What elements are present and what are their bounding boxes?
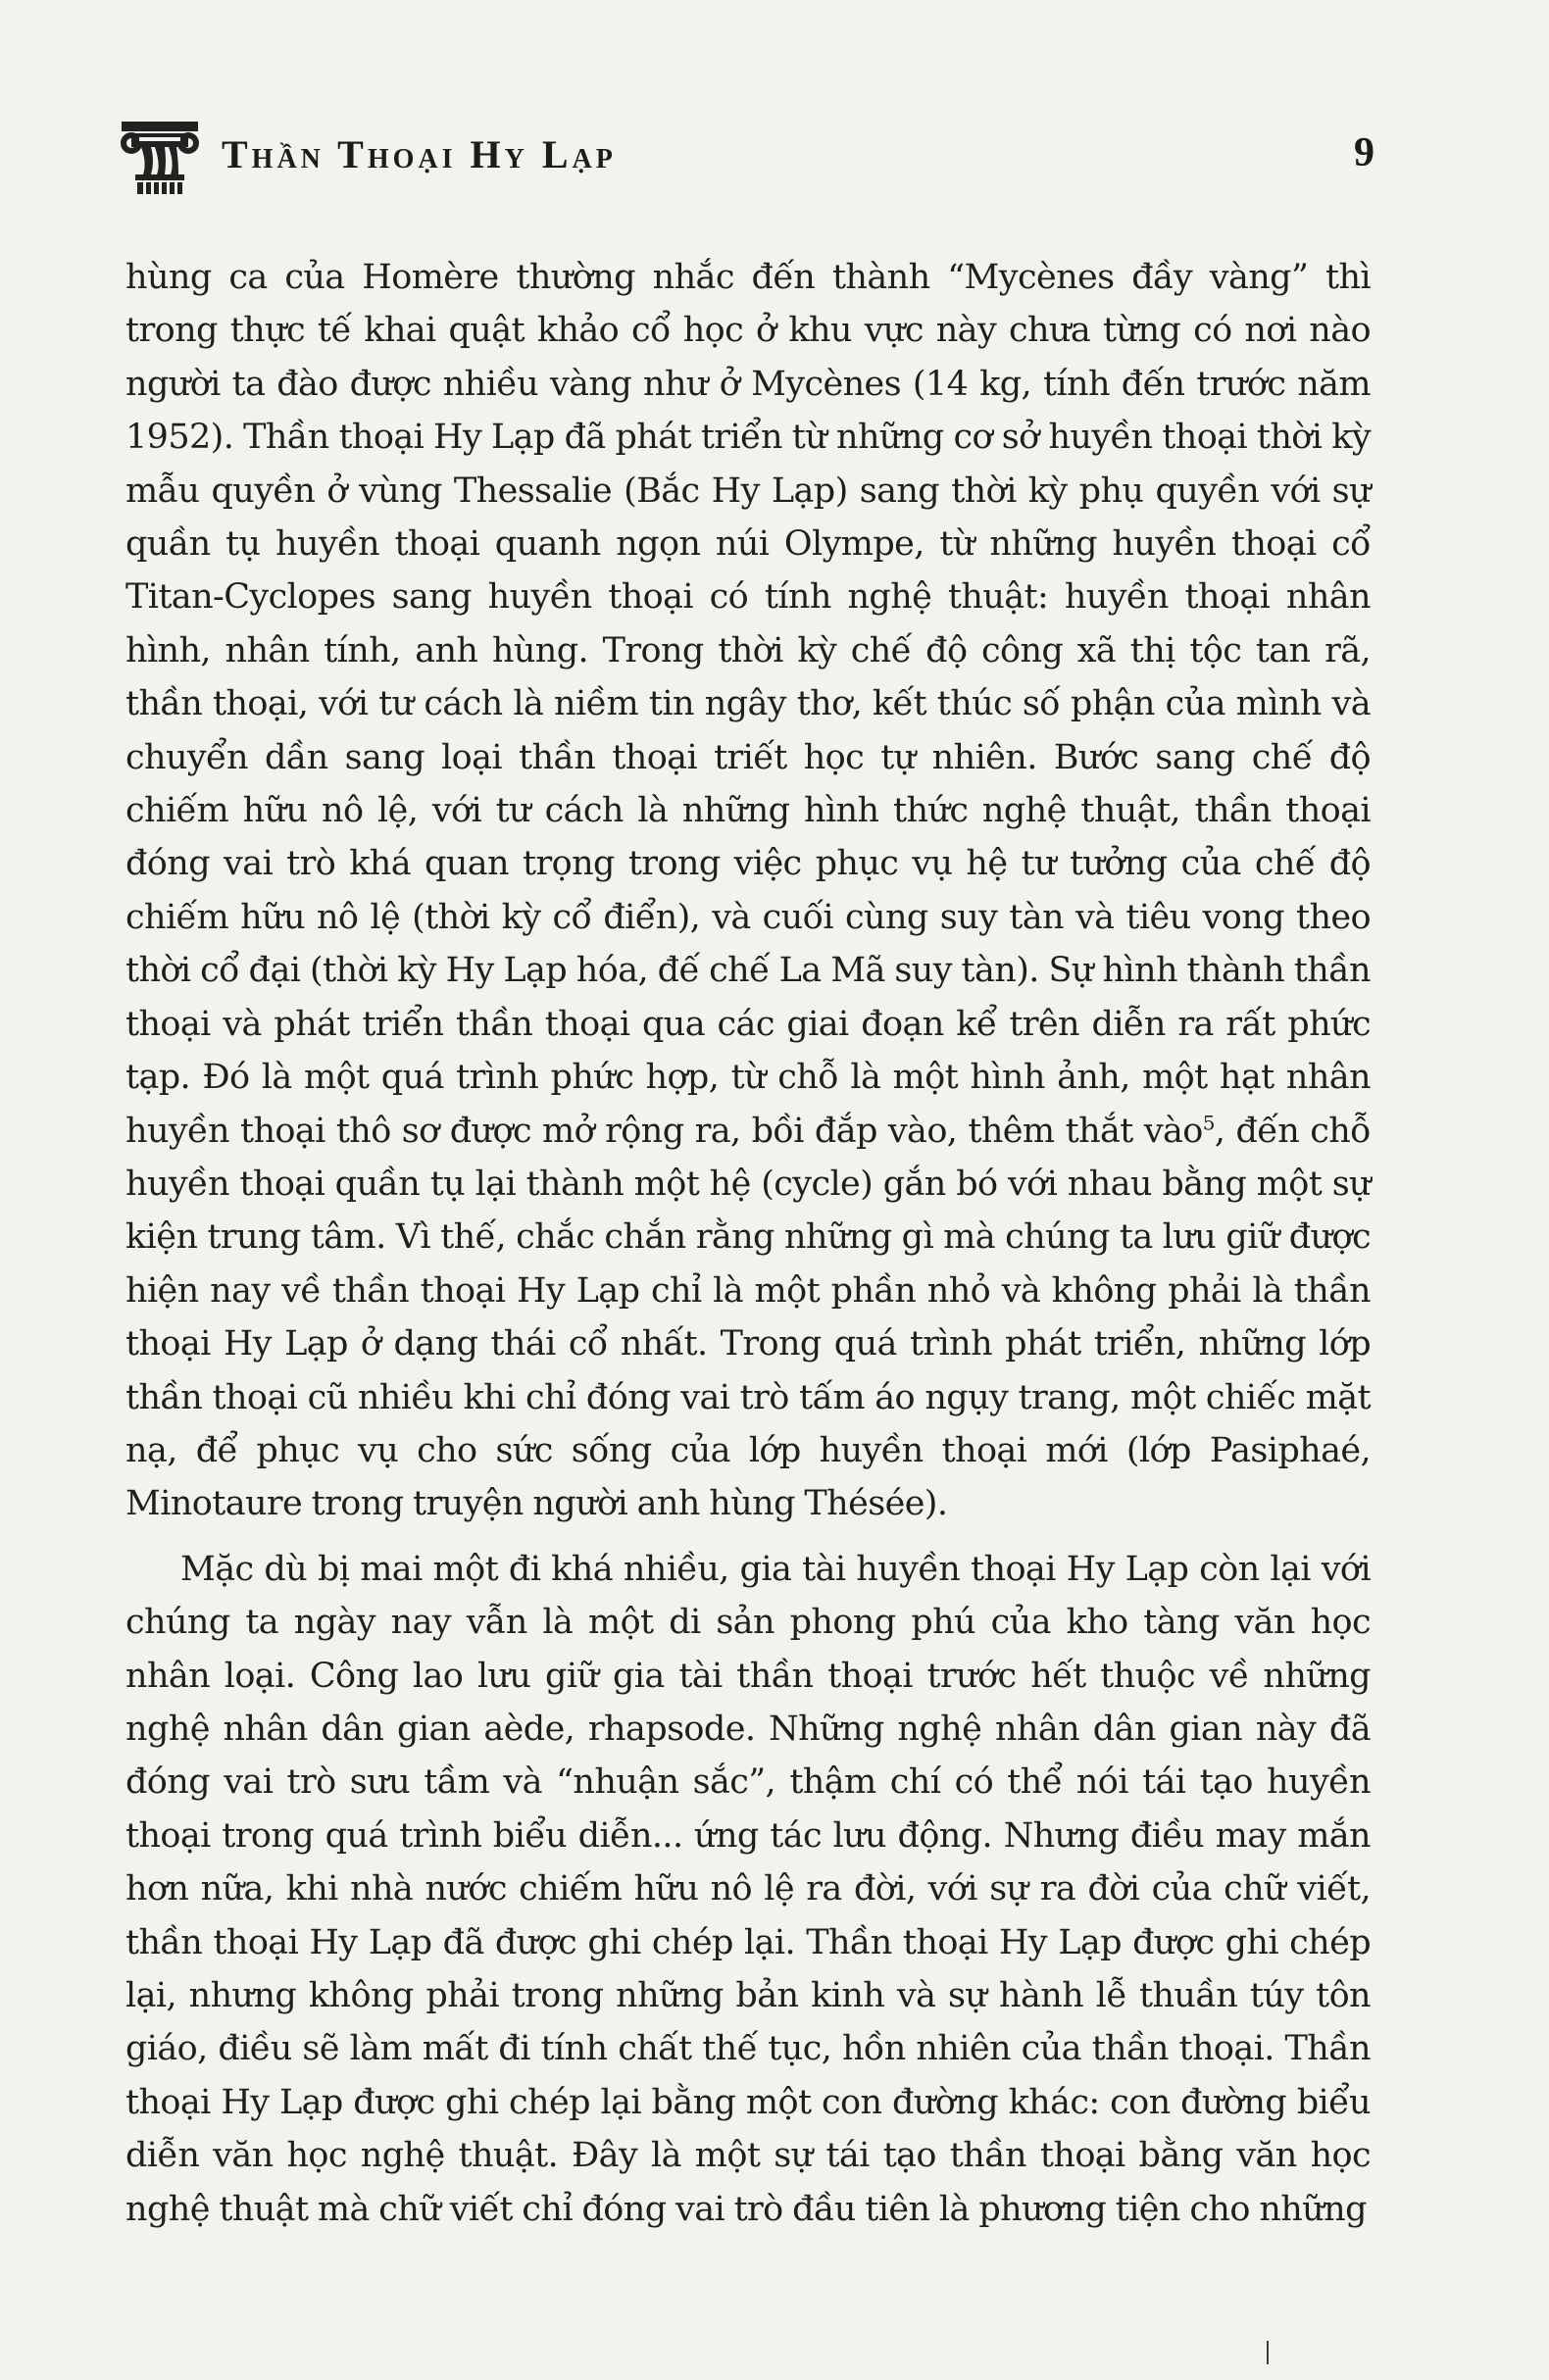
footnote-ref-5[interactable]: 5 [1202,1110,1215,1134]
paragraph-1-text-b: , đến chỗ huyền thoại quần tụ lại thành một hệ (cycle) gắn bó với nhau bằng một sự kiện trung tâm. Vì thế, chắc chắn rằng những gì mà chúng ta lưu giữ được hiện nay về thần thoại Hy Lạp chỉ là một phần nhỏ và không phải là thần thoại Hy Lạp ở dạng thái cổ nhất. Trong quá trình phát triển, những lớp thần thoại cũ nhiều khi chỉ đóng vai trò tấm áo ngụy trang, một chiếc mặt nạ, để phục vụ cho sức sống của lớp huyền thoại mới (lớp Pasiphaé, Minotaure trong truyện người anh hùng Thésée). [125,1111,1371,1524]
body-text [125,251,1371,2236]
bottom-tick-mark [1267,2341,1269,2364]
running-title: Thần Thoại Hy Lạp [222,132,617,176]
paragraph-1-text-a: hùng ca của Homère thường nhắc đến thành “Mycènes đầy vàng” thì trong thực tế khai quật khảo cổ học ở khu vực này chưa từng có nơi nào người ta đào được nhiều vàng như ở Mycènes (14 kg, tính đến trước năm 1952). Thần thoại Hy Lạp đã phát triển từ những cơ sở huyền thoại thời kỳ mẫu quyền ở vùng Thessalie (Bắc Hy Lạp) sang thời kỳ phụ quyền với sự quần tụ huyền thoại quanh ngọn núi Olympe, từ những huyền thoại cổ Titan-Cyclopes sang huyền thoại có tính nghệ thuật: huyền thoại nhân hình, nhân tính, anh hùng. Trong thời kỳ chế độ công xã thị tộc tan rã, thần thoại, với tư cách là niềm tin ngây thơ, kết thúc số phận của mình và chuyển dần sang loại thần thoại triết học tự nhiên. Bước sang chế độ chiếm hữu nô lệ, với tư cách là những hình thức nghệ thuật, thần thoại đóng vai trò khá quan trọng trong việc phục vụ hệ tư tưởng của chế độ chiếm hữu nô lệ (thời kỳ cổ điển), và cuối cùng suy tàn và tiêu vong theo thời cổ đại (thời kỳ Hy Lạp hóa, đế chế La Mã suy tàn). Sự hình thành thần thoại và phát triển thần thoại qua các giai đoạn kể trên diễn ra rất phức tạp. Đó là một quá trình phức hợp, từ chỗ là một hình ảnh, một hạt nhân huyền thoại thô sơ được mở rộng ra, bồi đắp vào, thêm thắt vào [125,258,1371,1151]
paragraph-2: Mặc dù bị mai một đi khá nhiều, gia tài huyền thoại Hy Lạp còn lại với chúng ta ngày nay vẫn là một di sản phong phú của kho tàng văn học nhân loại. Công lao lưu giữ gia tài thần thoại trước hết thuộc về những nghệ nhân dân gian aède, rhapsode. Những nghệ nhân dân gian này đã đóng vai trò sưu tầm và “nhuận sắc”, thậm chí có thể nói tái tạo huyền thoại trong quá trình biểu diễn... ứng tác lưu động. Nhưng điều may mắn hơn nữa, khi nhà nước chiếm hữu nô lệ ra đời, với sự ra đời của chữ viết, thần thoại Hy Lạp đã được ghi chép lại. Thần thoại Hy Lạp được ghi chép lại, nhưng không phải trong những bản kinh và sự hành lễ thuần túy tôn giáo, điều sẽ làm mất đi tính chất thế tục, hồn nhiên của thần thoại. Thần thoại Hy Lạp được ghi chép lại bằng một con đường khác: con đường biểu diễn văn học nghệ thuật. Đây là một sự tái tạo thần thoại bằng văn học nghệ thuật mà chữ viết chỉ đóng vai trò đầu tiên là phương tiện cho những [125,1549,1371,2229]
paragraph-1 [125,251,1371,1531]
ionic-column-capital-icon [118,118,202,196]
page-header [118,118,1374,196]
page-number: 9 [1354,130,1374,175]
